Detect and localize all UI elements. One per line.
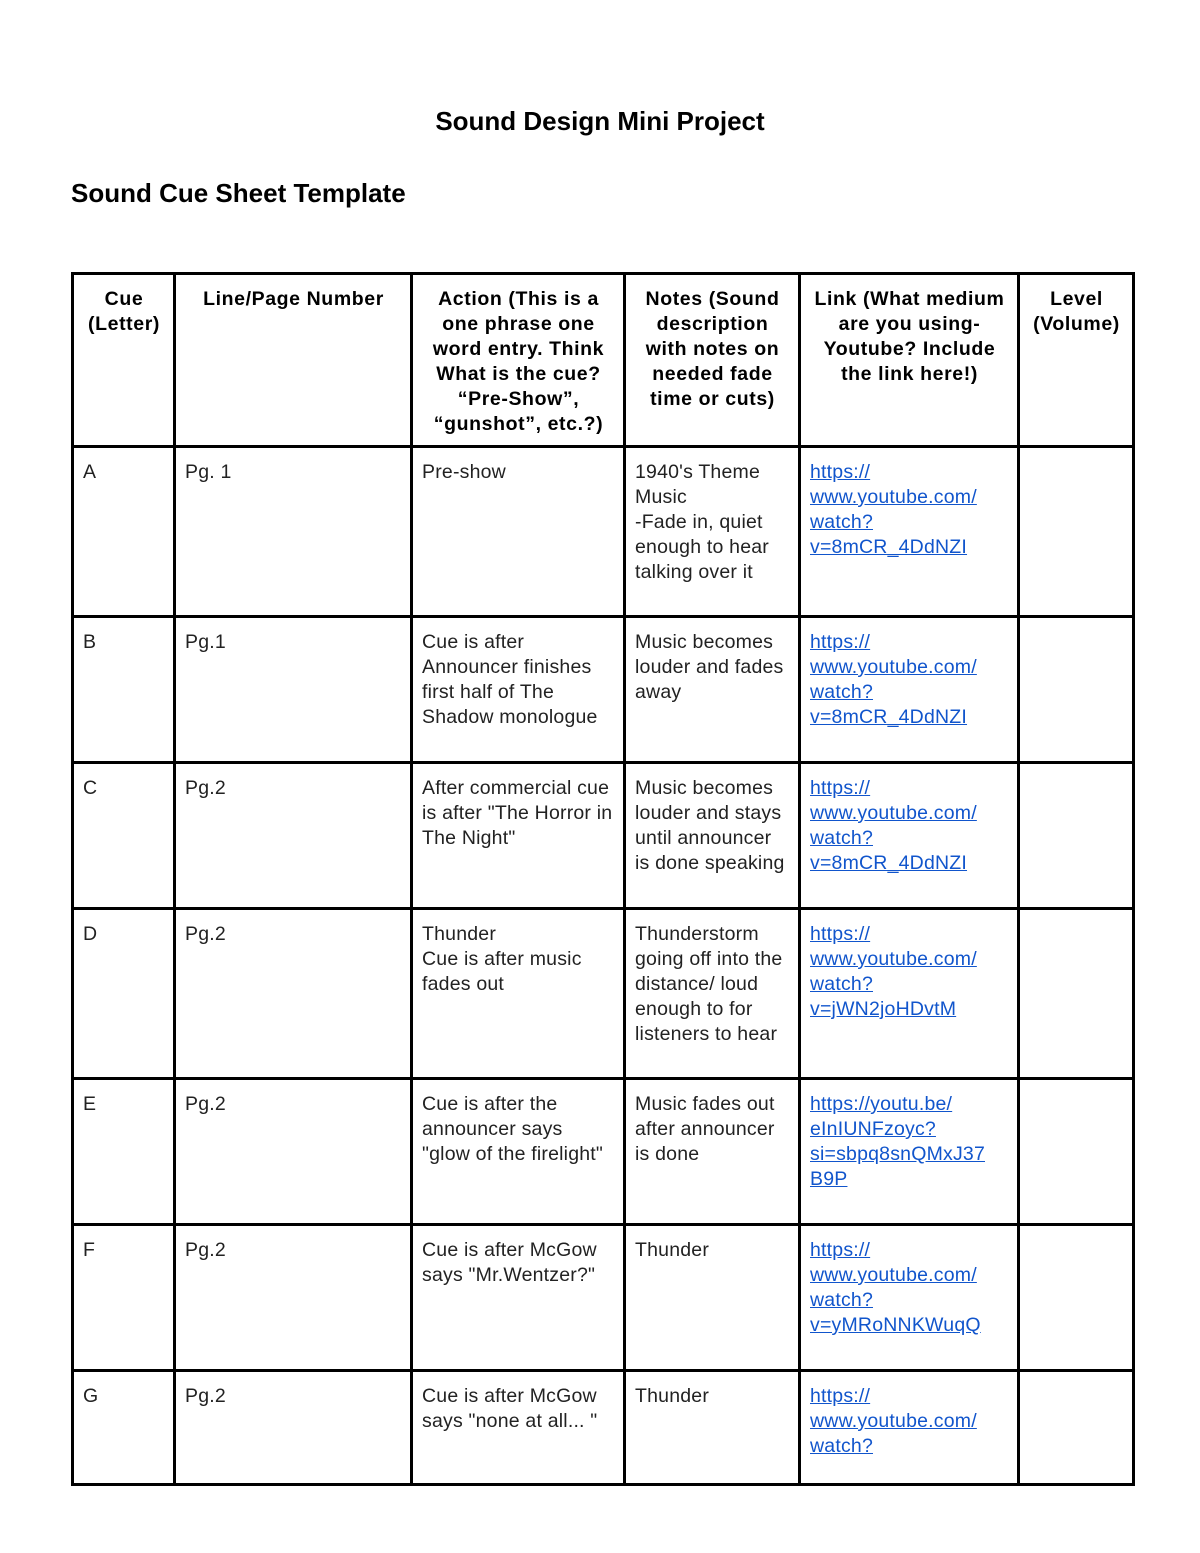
link-cell xyxy=(800,1371,1019,1485)
cue-letter: C xyxy=(73,763,175,909)
header-action: Action (This is a one phrase one word entry. Think What is the cue? “Pre-Show”, “gunshot”, etc.?) xyxy=(412,274,625,447)
document-subtitle: Sound Cue Sheet Template xyxy=(71,178,406,208)
sound-link[interactable]: https:// www.youtube.com/ watch? xyxy=(810,1385,977,1457)
cue-letter: D xyxy=(73,909,175,1079)
notes-text: Music becomes louder and fades away xyxy=(635,631,784,703)
cue-letter: B xyxy=(73,617,175,763)
action-cell xyxy=(412,763,625,909)
sound-link[interactable]: https:// www.youtube.com/ watch? v=yMRoNNKWuqQ xyxy=(810,1239,981,1336)
table-row xyxy=(73,1225,1134,1371)
notes-text: Thunder xyxy=(635,1385,710,1407)
level-cell xyxy=(1019,1079,1134,1225)
page-number: Pg.2 xyxy=(175,763,412,909)
action-text: Cue is after the announcer says "glow of the firelight" xyxy=(422,1093,604,1165)
header-cue: Cue (Letter) xyxy=(73,274,175,447)
page-number: Pg. 1 xyxy=(175,447,412,617)
level-cell xyxy=(1019,447,1134,617)
notes-cell xyxy=(625,617,800,763)
cue-letter: E xyxy=(73,1079,175,1225)
notes-text: 1940's Theme Music -Fade in, quiet enough to hear talking over it xyxy=(635,461,769,583)
level-cell xyxy=(1019,617,1134,763)
sound-link[interactable]: https:// www.youtube.com/ watch? v=8mCR_4DdNZI xyxy=(810,777,977,874)
table-row xyxy=(73,447,1134,617)
page-number: Pg.2 xyxy=(175,1371,412,1485)
table-row xyxy=(73,617,1134,763)
header-link: Link (What medium are you using- Youtube? Include the link here!) xyxy=(800,274,1019,447)
sound-link[interactable]: https:// www.youtube.com/ watch? v=8mCR_4DdNZI xyxy=(810,631,977,728)
action-cell xyxy=(412,1225,625,1371)
action-text: After commercial cue is after "The Horror in The Night" xyxy=(422,777,613,849)
table-row xyxy=(73,1079,1134,1225)
notes-cell xyxy=(625,763,800,909)
page-number: Pg.2 xyxy=(175,1225,412,1371)
page-number: Pg.2 xyxy=(175,909,412,1079)
page-number: Pg.2 xyxy=(175,1079,412,1225)
notes-cell xyxy=(625,1371,800,1485)
level-cell xyxy=(1019,1225,1134,1371)
notes-text: Music becomes louder and stays until announcer is done speaking xyxy=(635,777,785,874)
action-text: Pre-show xyxy=(422,461,506,483)
sound-cue-table xyxy=(71,272,1135,1486)
notes-cell xyxy=(625,1225,800,1371)
action-text: Cue is after McGow says "none at all... " xyxy=(422,1385,598,1432)
link-cell xyxy=(800,447,1019,617)
link-cell xyxy=(800,1225,1019,1371)
cue-letter: G xyxy=(73,1371,175,1485)
sound-link[interactable]: https:// www.youtube.com/ watch? v=8mCR_4DdNZI xyxy=(810,461,977,558)
header-level: Level (Volume) xyxy=(1019,274,1134,447)
action-cell xyxy=(412,909,625,1079)
level-cell xyxy=(1019,763,1134,909)
sound-link[interactable]: https:// www.youtube.com/ watch? v=jWN2joHDvtM xyxy=(810,923,977,1020)
action-cell xyxy=(412,617,625,763)
action-text: Cue is after McGow says "Mr.Wentzer?" xyxy=(422,1239,597,1286)
table-row xyxy=(73,763,1134,909)
link-cell xyxy=(800,1079,1019,1225)
link-cell xyxy=(800,763,1019,909)
table-row xyxy=(73,909,1134,1079)
notes-text: Thunderstorm going off into the distance/ loud enough to for listeners to hear xyxy=(635,923,783,1045)
action-cell xyxy=(412,447,625,617)
link-cell xyxy=(800,909,1019,1079)
notes-text: Music fades out after announcer is done xyxy=(635,1093,775,1165)
level-cell xyxy=(1019,909,1134,1079)
notes-cell xyxy=(625,909,800,1079)
action-cell xyxy=(412,1371,625,1485)
action-text: Thunder Cue is after music fades out xyxy=(422,923,582,995)
page-number: Pg.1 xyxy=(175,617,412,763)
level-cell xyxy=(1019,1371,1134,1485)
sound-link[interactable]: https://youtu.be/ eInIUNFzoyc? si=sbpq8snQMxJ37 B9P xyxy=(810,1093,985,1190)
header-row xyxy=(73,274,1134,447)
notes-cell xyxy=(625,1079,800,1225)
table-row xyxy=(73,1371,1134,1485)
cue-letter: A xyxy=(73,447,175,617)
header-notes: Notes (Sound description with notes on needed fade time or cuts) xyxy=(625,274,800,447)
cue-letter: F xyxy=(73,1225,175,1371)
header-line-page: Line/Page Number xyxy=(175,274,412,447)
document-title: Sound Design Mini Project xyxy=(435,106,765,136)
action-text: Cue is after Announcer finishes first half of The Shadow monologue xyxy=(422,631,598,728)
link-cell xyxy=(800,617,1019,763)
action-cell xyxy=(412,1079,625,1225)
notes-text: Thunder xyxy=(635,1239,710,1261)
notes-cell xyxy=(625,447,800,617)
